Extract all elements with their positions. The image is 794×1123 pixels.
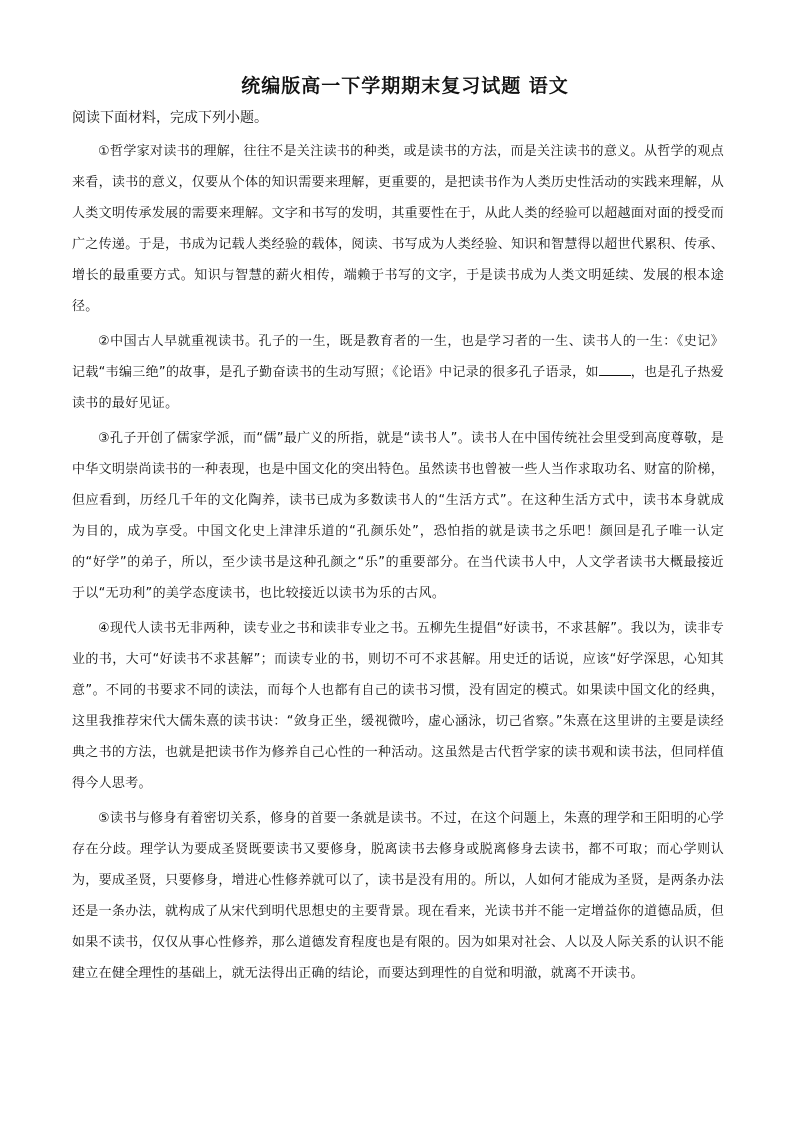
paragraph-4: ④现代人读书无非两种，读专业之书和读非专业之书。五柳先生提倡“好读书，不求甚解”。我以为，读非专业的书，大可“好读书不求甚解”；而读专业的书，则切不可不求甚解。用史迁的话说，应该“好学深思，心知其意”。不同的书要求不同的读法，而每个人也都有自己的读书习惯，没有固定的模式。如果读中国文化的经典，这里我推荐宋代大儒朱熹的读书诀：“敛身正坐，缓视微吟，虚心涵泳，切己省察。”朱熹在这里讲的主要是读经典之书的方法，也就是把读书作为修养自己心性的一种活动。这虽然是古代哲学家的读书观和读书法，但同样值得今人思考。 [72, 621, 724, 791]
paragraph-1: ①哲学家对读书的理解，往往不是关注读书的种类，或是读书的方法，而是关注读书的意义。从哲学的观点来看，读书的意义，仅要从个体的知识需要来理解，更重要的，是把读书作为人类历史性活动的实践来理解，从人类文明传承发展的需要来理解。文字和书写的发明，其重要性在于，从此人类的经验可以超越面对面的授受而广之传递。于是，书成为记载人类经验的载体，阅读、书写成为人类经验、知识和智慧得以超世代累积、传承、增长的最重要方式。知识与智慧的薪火相传，端赖于书写的文字，于是读书成为人类文明延续、发展的根本途径。 [72, 144, 724, 314]
reading-instruction: 阅读下面材料，完成下列小题。 [72, 110, 268, 126]
paragraph-2 [72, 326, 724, 419]
paragraph-2-text: ②中国古人早就重视读书。孔子的一生，既是教育者的一生，也是学习者的一生、读书人的一生：《史记》记载“韦编三绝”的故事，是孔子勤奋读书的生动写照；《论语》中记录的很多孔子语录，如 [72, 334, 724, 380]
paragraph-2-tail: ，也是孔子热爱读书的最好见证。 [72, 365, 724, 411]
document-title: 统编版高一下学期期末复习试题 语文 [241, 75, 569, 97]
paragraph-5: ⑤读书与修身有着密切关系，修身的首要一条就是读书。不过，在这个问题上，朱熹的理学和王阳明的心学存在分歧。理学认为要成圣贤既要读书又要修身，脱离读书去修身或脱离修身去读书，都不可取；而心学则认为，要成圣贤，只要修身，增进心性修养就可以了，读书是没有用的。所以，人如何才能成为圣贤，是两条办法还是一条办法，就构成了从宋代到明代思想史的主要背景。现在看来，光读书并不能一定增益你的道德品质，但如果不读书，仅仅从事心性修养，那么道德发育程度也是有限的。因为如果对社会、人以及人际关系的认识不能建立在健全理性的基础上，就无法得出正确的结论，而要达到理性的自觉和明澈，就离不开读书。 [72, 811, 724, 981]
fill-in-blank [599, 363, 631, 376]
paragraph-3: ③孔子开创了儒家学派，而“儒”最广义的所指，就是“读书人”。读书人在中国传统社会里受到高度尊敬，是中华文明崇尚读书的一种表现，也是中国文化的突出特色。虽然读书也曾被一些人当作求取功名、财富的阶梯，但应看到，历经几千年的文化陶养，读书已成为多数读书人的“生活方式”。在这种生活方式中，读书本身就成为目的，成为享受。中国文化史上津津乐道的“孔颜乐处”，恐怕指的就是读书之乐吧！颜回是孔子唯一认定的“好学”的弟子，所以，至少读书是这种孔颜之“乐”的重要部分。在当代读书人中，人文学者读书大概最接近于以“无功利”的美学态度读书，也比较接近以读书为乐的古风。 [72, 431, 724, 601]
